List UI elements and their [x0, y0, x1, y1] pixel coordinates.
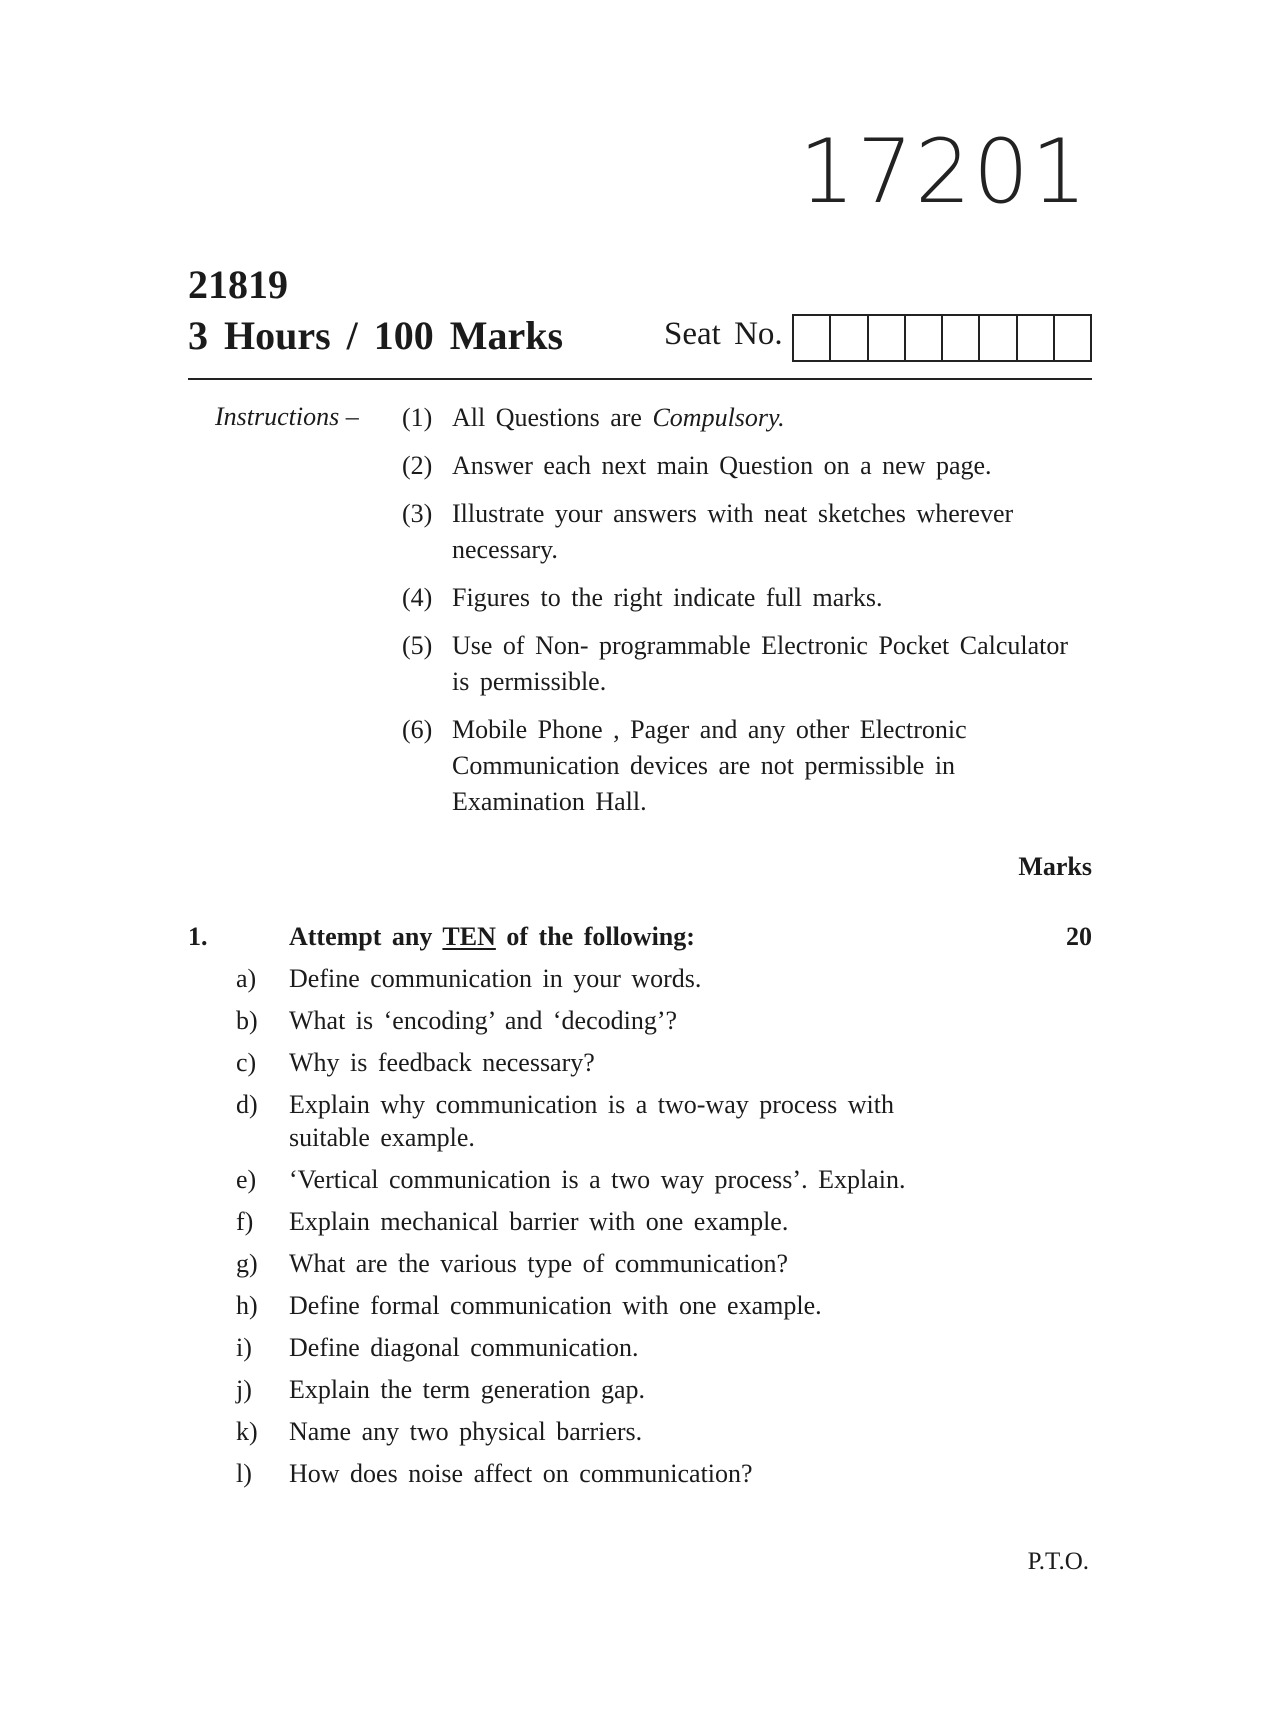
paper-code: 17201 — [799, 120, 1089, 223]
marks-heading: Marks — [1018, 852, 1092, 881]
sub-question: i) Define diagonal communication. — [236, 1333, 639, 1362]
seat-box[interactable] — [831, 316, 868, 360]
instruction-item: (3) Illustrate your answers with neat sketches wherever necessary. — [402, 499, 1014, 564]
sub-question: f) Explain mechanical barrier with one example. — [236, 1207, 789, 1236]
sub-question: g) What are the various type of communication? — [236, 1249, 789, 1278]
question-number: 1. — [188, 922, 208, 951]
seat-box[interactable] — [906, 316, 943, 360]
instructions-list — [402, 400, 1082, 832]
question-title: Attempt any TEN of the following: — [289, 922, 695, 951]
instruction-item: (6) Mobile Phone , Pager and any other Electronic Communication devices are not permissible in Examination Hall. — [402, 715, 967, 816]
seat-box[interactable] — [943, 316, 980, 360]
seat-box[interactable] — [980, 316, 1017, 360]
sub-question-list — [236, 962, 976, 1499]
header-divider — [188, 378, 1092, 380]
seat-number-label: Seat No. — [664, 316, 783, 352]
instruction-item: (4) Figures to the right indicate full marks. — [402, 583, 883, 612]
sub-question: a) Define communication in your words. — [236, 964, 702, 993]
instructions-label: Instructions – — [215, 402, 359, 431]
sub-question: j) Explain the term generation gap. — [236, 1375, 646, 1404]
pto-note: P.T.O. — [1027, 1548, 1089, 1575]
question-marks: 20 — [1066, 922, 1092, 951]
instruction-item: (1) All Questions are Compulsory. — [402, 403, 785, 432]
seat-box[interactable] — [1018, 316, 1055, 360]
duration-marks: 3 Hours / 100 Marks — [188, 313, 564, 358]
seat-number-boxes[interactable] — [792, 314, 1092, 362]
seat-box[interactable] — [794, 316, 831, 360]
sub-code: 21819 — [188, 262, 288, 307]
instruction-item: (2) Answer each next main Question on a new page. — [402, 451, 992, 480]
sub-question: b) What is ‘encoding’ and ‘decoding’? — [236, 1006, 678, 1035]
sub-question: k) Name any two physical barriers. — [236, 1417, 643, 1446]
instruction-item: (5) Use of Non- programmable Electronic Pocket Calculator is permissible. — [402, 631, 1069, 696]
seat-box[interactable] — [1055, 316, 1090, 360]
sub-question: c) Why is feedback necessary? — [236, 1048, 595, 1077]
seat-box[interactable] — [869, 316, 906, 360]
sub-question: d) Explain why communication is a two-way process with suitable example. — [236, 1090, 894, 1152]
sub-question: l) How does noise affect on communication? — [236, 1459, 753, 1488]
sub-question: h) Define formal communication with one example. — [236, 1291, 822, 1320]
sub-question: e) ‘Vertical communication is a two way process’. Explain. — [236, 1165, 906, 1194]
